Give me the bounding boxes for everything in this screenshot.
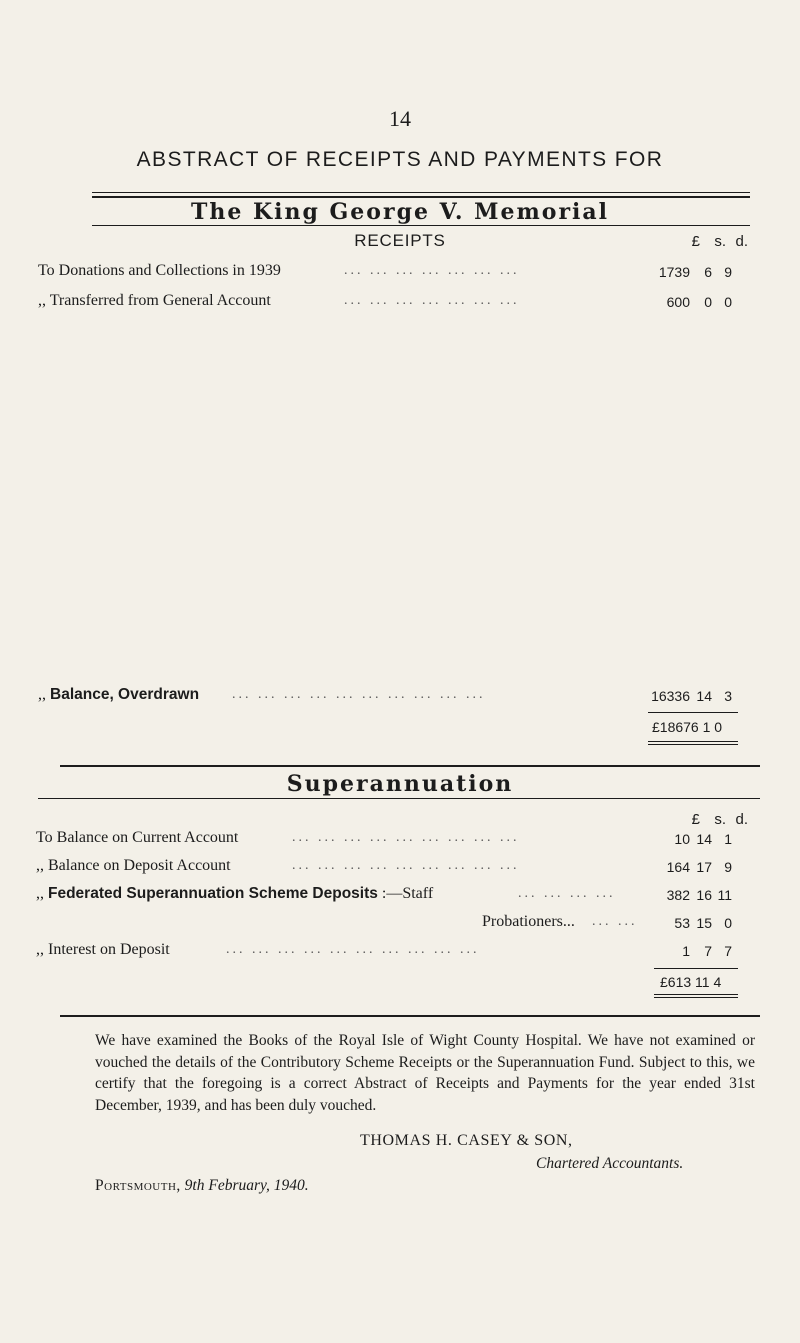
shillings-value: 0 xyxy=(704,294,712,310)
page-number: 14 xyxy=(389,106,411,131)
auditor-statement-text: We have examined the Books of the Royal Isle of Wight County Hospital. We have not examined or vouched the details of the Contributory Scheme Receipts or the Superannuation Fund. Subject to this, we certify that the foregoing is a correct Abstract of Receipts and Payments for the year ended 31st December, 1939, and has been duly vouched. xyxy=(95,1032,755,1114)
super-row-amount xyxy=(660,915,732,931)
kgv-row-amount xyxy=(648,294,732,310)
super-total-rule-2 xyxy=(654,997,738,998)
pounds-value: 164 xyxy=(666,859,690,875)
leader-dots: ... ... ... ... ... ... ... xyxy=(344,293,520,308)
leader-dots: ... ... ... ... ... ... ... xyxy=(344,263,520,278)
shillings-value: 14 xyxy=(696,688,712,704)
super-total: £613 11 4 xyxy=(660,974,722,990)
pence-value: 7 xyxy=(724,943,732,959)
leader-dots: ... ... ... ... ... ... ... ... ... ... xyxy=(226,942,480,957)
super-heading-rule xyxy=(38,798,760,799)
shillings-value: 14 xyxy=(696,831,712,847)
kgv-row-label xyxy=(38,686,199,704)
kgv-row-label xyxy=(38,262,281,280)
pence-value: 11 xyxy=(717,887,732,903)
super-row-label xyxy=(36,885,433,903)
row-label: Probationers... xyxy=(482,913,575,930)
place-and-date xyxy=(95,1177,309,1195)
title-rule-bottom xyxy=(92,196,750,198)
pence-value: 9 xyxy=(724,264,732,280)
kgv-currency-header xyxy=(678,233,748,250)
shillings-value: 6 xyxy=(704,264,712,280)
shillings-value: 17 xyxy=(696,859,712,875)
super-row-amount xyxy=(660,887,732,903)
kgv-subtotal-rule xyxy=(648,712,738,713)
kgv-total-rule-2 xyxy=(648,744,738,745)
super-row-label xyxy=(36,829,238,847)
title-rule-top xyxy=(92,192,750,193)
kgv-total: £18676 1 0 xyxy=(652,719,723,735)
pounds-value: 53 xyxy=(674,915,690,931)
super-row-amount xyxy=(660,831,732,847)
pence-value: 0 xyxy=(724,915,732,931)
super-subtotal-rule xyxy=(654,968,738,969)
date: 9th February, 1940. xyxy=(184,1177,309,1194)
super-row-label xyxy=(36,941,170,959)
pence-value: 3 xyxy=(724,688,732,704)
receipts-heading: RECEIPTS xyxy=(354,231,446,250)
shillings-header: s. xyxy=(714,233,726,250)
row-prefix: To xyxy=(36,829,53,846)
row-label: Donations and Collections in 1939 xyxy=(58,262,281,279)
super-heading: Superannuation xyxy=(286,771,514,797)
pence-value: 0 xyxy=(724,294,732,310)
pounds-value: 16336 xyxy=(651,688,690,704)
shillings-value: 16 xyxy=(696,887,712,903)
row-prefix: ,, xyxy=(38,686,46,703)
auditor-statement xyxy=(95,1030,755,1116)
kgv-total-rule-1 xyxy=(648,741,738,742)
pounds-header: £ xyxy=(691,811,700,828)
super-row-amount xyxy=(660,943,732,959)
row-label: Balance on Deposit Account xyxy=(48,857,231,874)
shillings-value: 15 xyxy=(696,915,712,931)
pence-value: 9 xyxy=(724,859,732,875)
super-row-label xyxy=(482,913,575,931)
super-currency-header xyxy=(678,811,748,828)
row-label: Balance on Current Account xyxy=(56,829,239,846)
pence-header: d. xyxy=(735,233,748,250)
super-row-label xyxy=(36,857,231,875)
row-prefix: ,, xyxy=(36,941,44,958)
auditor-role: Chartered Accountants. xyxy=(536,1155,684,1172)
super-total-rule-1 xyxy=(654,994,738,995)
kgv-heading-rule xyxy=(92,225,750,226)
row-label: Balance, Overdrawn xyxy=(50,686,200,703)
pounds-value: 1739 xyxy=(658,264,690,280)
pounds-header: £ xyxy=(691,233,700,250)
row-sublabel: :—Staff xyxy=(381,885,434,902)
row-prefix: ,, xyxy=(36,857,44,874)
page-title: ABSTRACT OF RECEIPTS AND PAYMENTS FOR xyxy=(136,148,664,171)
row-label: Transferred from General Account xyxy=(49,292,271,309)
row-prefix: To xyxy=(38,262,55,279)
kgv-row-amount xyxy=(648,688,732,704)
kgv-row-amount xyxy=(648,264,732,280)
section-divider xyxy=(60,1015,760,1017)
shillings-header: s. xyxy=(714,811,726,828)
pounds-value: 600 xyxy=(666,294,690,310)
pounds-value: 10 xyxy=(674,831,690,847)
pounds-value: 382 xyxy=(666,887,690,903)
leader-dots: ... ... xyxy=(592,914,638,929)
row-prefix: ,, xyxy=(36,885,44,902)
leader-dots: ... ... ... ... ... ... ... ... ... xyxy=(292,830,520,845)
leader-dots: ... ... ... ... ... ... ... ... ... xyxy=(292,858,520,873)
super-row-amount xyxy=(660,859,732,875)
auditor-firm: THOMAS H. CASEY & SON, xyxy=(360,1132,573,1149)
row-label: Interest on Deposit xyxy=(48,941,170,958)
row-prefix: ,, xyxy=(38,292,46,309)
kgv-heading: The King George V. Memorial xyxy=(190,199,610,225)
kgv-row-label xyxy=(38,292,271,310)
shillings-value: 7 xyxy=(704,943,712,959)
leader-dots: ... ... ... ... ... ... ... ... ... ... xyxy=(232,687,486,702)
leader-dots: ... ... ... ... xyxy=(518,886,616,901)
pounds-value: 1 xyxy=(682,943,690,959)
row-label: Federated Superannuation Scheme Deposits xyxy=(48,885,378,902)
place: Portsmouth, xyxy=(95,1177,181,1194)
pence-value: 1 xyxy=(724,831,732,847)
section-divider xyxy=(60,765,760,767)
pence-header: d. xyxy=(735,811,748,828)
